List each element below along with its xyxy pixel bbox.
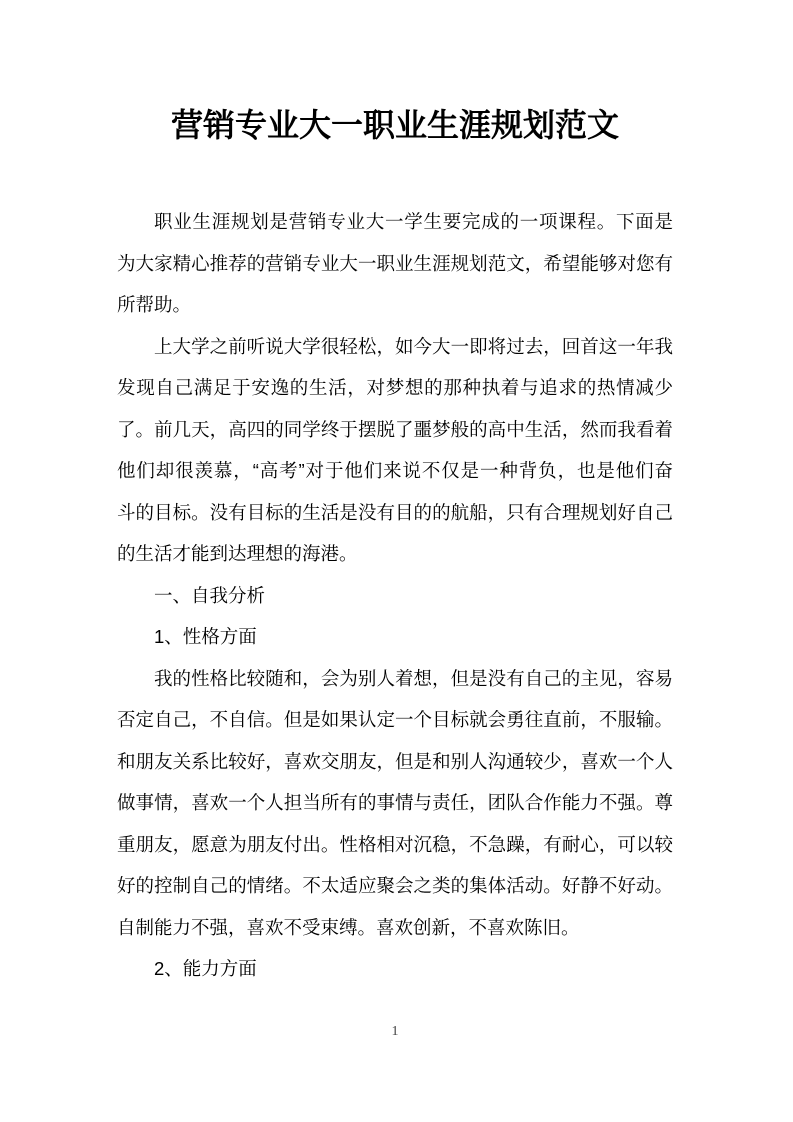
page-number: 1 — [391, 1024, 399, 1039]
text-line: 自制能力不强，喜欢不受束缚。喜欢创新，不喜欢陈旧。 — [117, 916, 580, 938]
text-line: 所帮助。 — [117, 294, 192, 315]
paragraph — [117, 575, 673, 617]
text-line: 职业生涯规划是营销专业大一学生要完成的一项课程。下面是 — [154, 211, 673, 232]
paragraph — [117, 616, 673, 658]
page-title: 营销专业大一职业生涯规划范文 — [170, 107, 619, 143]
text-line: 了。前几天，高四的同学终于摆脱了噩梦般的高中生活，然而我看着 — [117, 418, 673, 440]
paragraph — [117, 948, 673, 990]
paragraph — [117, 201, 673, 326]
text-line: 好的控制自己的情绪。不太适应聚会之类的集体活动。好静不好动。 — [117, 875, 673, 896]
text-line: 做事情，喜欢一个人担当所有的事情与责任，团队合作能力不强。尊 — [117, 792, 673, 813]
text-line: 一、自我分析 — [154, 584, 266, 606]
paragraph — [117, 658, 673, 949]
text-line: 我的性格比较随和，会为别人着想，但是没有自己的主见，容易 — [154, 667, 673, 689]
text-line: 发现自己满足于安逸的生活，对梦想的那种执着与追求的热情减少 — [117, 377, 673, 398]
text-line: 1、性格方面 — [154, 626, 257, 647]
body-text — [117, 201, 673, 990]
text-line: 的生活才能到达理想的海港。 — [117, 543, 358, 564]
text-line: 为大家精心推荐的营销专业大一职业生涯规划范文，希望能够对您有 — [117, 252, 673, 274]
paragraph — [117, 326, 673, 575]
text-line: 和朋友关系比较好，喜欢交朋友，但是和别人沟通较少，喜欢一个人 — [117, 750, 673, 772]
text-line: 斗的目标。没有目标的生活是没有目的的航船，只有合理规划好自己 — [117, 501, 673, 523]
text-line: 重朋友，愿意为朋友付出。性格相对沉稳，不急躁，有耐心，可以较 — [117, 833, 673, 855]
text-line: 2、能力方面 — [154, 958, 257, 979]
text-line: 他们却很羡慕，“高考”对于他们来说不仅是一种背负，也是他们奋 — [117, 460, 673, 481]
text-line: 否定自己，不自信。但是如果认定一个目标就会勇往直前，不服输。 — [117, 709, 673, 730]
text-line: 上大学之前听说大学很轻松，如今大一即将过去，回首这一年我 — [154, 335, 673, 357]
